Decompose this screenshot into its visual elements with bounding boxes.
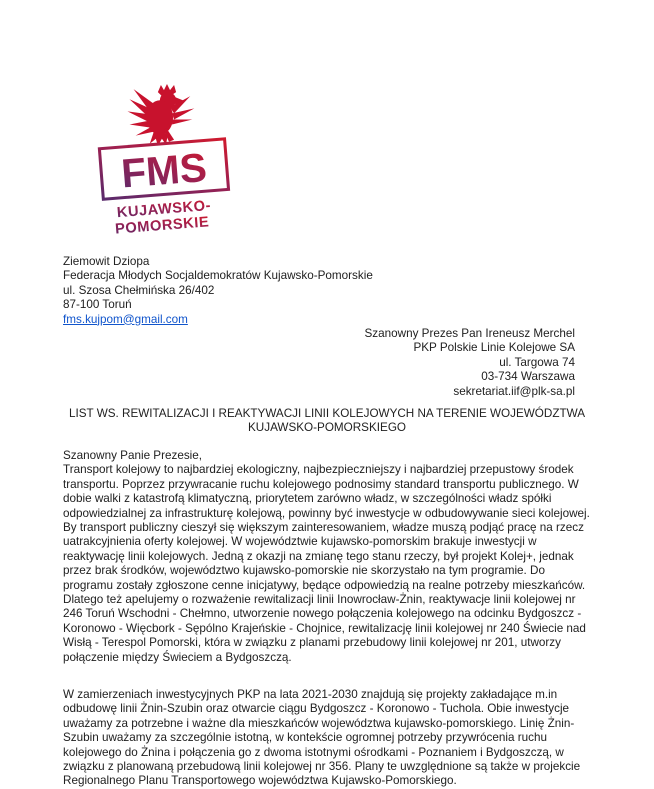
recipient-name: Szanowny Prezes Pan Ireneusz Merchel <box>364 327 575 341</box>
recipient-street: ul. Targowa 74 <box>499 355 575 369</box>
logo-abbr-text: FMS <box>119 143 209 197</box>
recipient-email: sekretariat.iif@plk-sa.pl <box>453 384 575 398</box>
eagle-icon <box>128 84 195 146</box>
paragraph-1: Transport kolejowy to najbardziej ekologiczny, najbezpieczniejszy i najbardziej przepustowy środek transportu. Poprzez przywracanie ruchu kolejowego podnosimy standard transportu publicznego. W dobie walki z katastrofą klimatyczną, priorytetem zarówno władz, w szczególności władz spółki odpowiedzialnej za infrastrukturę kolejową, powinny być inwestycje w odbudowywanie sieci kolejowej. By transport publiczny cieszył się większym zainteresowaniem, władze muszą podjąć pracę na rzecz uatrakcyjnienia oferty kolejowej. W województwie kujawsko-pomorskim brakuje inwestycji w reaktywację linii kolejowych. Jedną z okazji na zmianę tego stanu rzeczy, był projekt Kolej+, jednak przez brak środków, województwo kujawsko-pomorskie nie skorzystało na tym programie. Do programu zostały zgłoszone cenne inicjatywy, będące odpowiedzią na realne potrzeby mieszkańców. Dlatego też apelujemy o rozważenie rewitalizacji linii Inowrocław-Żnin, reaktywacje linii kolejowej nr 246 Toruń Wschodni - Chełmno, utworzenie nowego połączenia kolejowego na odcinku Bydgoszcz - Koronowo - Więcbork - Sępólno Krajeńskie - Chojnice, rewitalizację linii kolejowej nr 240 Świecie nad Wisłą - Terespol Pomorski, która w związku z planami przebudowy linii kolejowej nr 201, utworzy połączenie między Świeciem a Bydgoszczą. <box>63 463 594 664</box>
letter-content <box>63 255 594 789</box>
sender-name: Ziemowit Dziopa <box>63 255 150 268</box>
sender-street: ul. Szosa Chełmińska 26/402 <box>63 283 215 297</box>
letter-body <box>63 448 594 789</box>
logo-frame <box>99 139 228 199</box>
salutation: Szanowny Panie Prezesie, <box>63 448 203 462</box>
fms-logo <box>97 83 239 245</box>
recipient-block <box>63 327 591 399</box>
subject-title: LIST WS. REWITALIZACJI I REAKTYWACJI LINII KOLEJOWYCH NA TERENIE WOJEWÓDZTWA KUJAWSKO-POMORSKIEGO <box>68 407 589 435</box>
logo-region-line2: POMORSKIE <box>114 214 210 238</box>
paragraph-2: W zamierzeniach inwestycyjnych PKP na lata 2021-2030 znajdują się projekty zakładające m.in odbudowę linii Żnin-Szubin oraz otwarcie ciągu Bydgoszcz - Koronowo - Tuchola. Obie inwestycje uważamy za potrzebne i ważne dla mieszkańców województwa kujawsko-pomorskiego. Linię Żnin-Szubin uważamy za szczególnie istotną, w kontekście ogromnej potrzeby przywrócenia ruchu kolejowego do Żnina i połączenia go z dwoma istotnymi ośrodkami - Poznaniem i Bydgoszczą, w związku z planowaną przebudową linii kolejowej nr 356. Plany te uwzględnione są także w projekcie Regionalnego Planu Transportowego województwa Kujawsko-Pomorskiego. <box>63 687 584 788</box>
sender-email-link[interactable]: fms.kujpom@gmail.com <box>63 312 188 326</box>
logo-region-line1: KUJAWSKO- <box>116 197 212 222</box>
recipient-organization: PKP Polskie Linie Kolejowe SA <box>413 341 575 355</box>
sender-block <box>63 255 591 327</box>
logo-region-wordmark <box>113 198 212 238</box>
sender-organization: Federacja Młodych Socjaldemokratów Kujawsko-Pomorskie <box>63 269 373 283</box>
recipient-city: 03-734 Warszawa <box>481 370 575 384</box>
sender-city: 87-100 Toruń <box>63 298 132 312</box>
